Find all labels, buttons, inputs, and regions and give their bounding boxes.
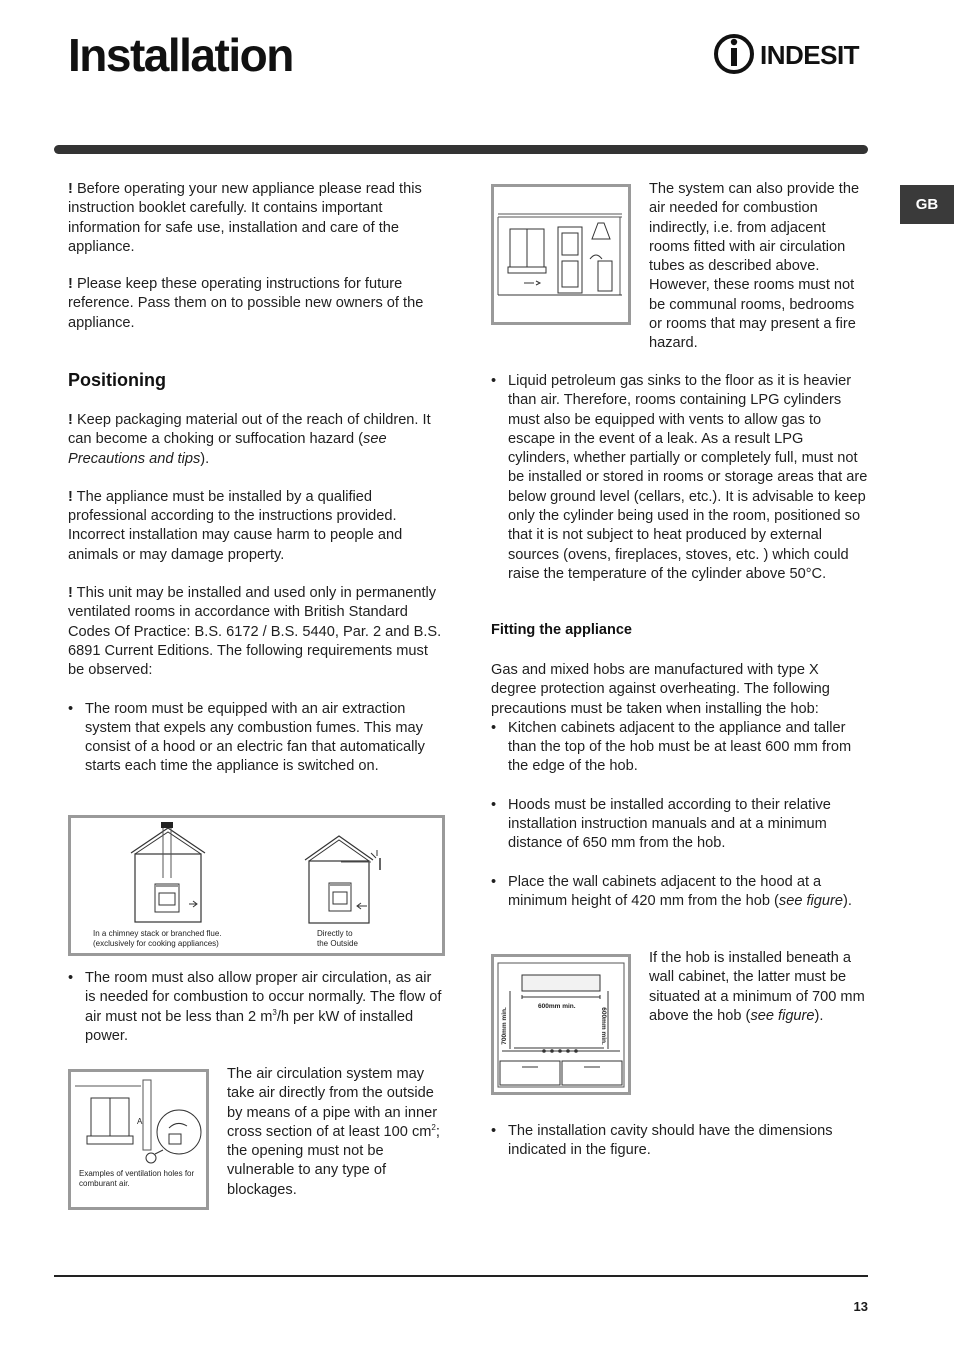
cabinet-dimensions-figure <box>491 954 631 1095</box>
bullet-extraction: • The room must be equipped with an air extraction system that expels any combustion fumes. This may consist of a hood or an electric fan that automatically starts each time the appliance is switched on. <box>68 700 425 775</box>
bullet-cavity: • The installation cavity should have the dimensions indicated in the figure. <box>491 1123 833 1159</box>
dimension-label-side: 600mm min. <box>599 1007 607 1045</box>
left-intro <box>68 180 443 333</box>
positioning-paragraph-1: ! Keep packaging material out of the reach of children. It can become a choking or suffocation hazard (see Precautions and tips). <box>68 412 431 467</box>
wall-cabinet-text <box>649 949 869 1026</box>
figure-caption-outside: Directly to the Outside <box>317 929 358 948</box>
intro-paragraph-2: ! Please keep these operating instructions for future reference. Pass them on to possible new owners of the appliance. <box>68 276 424 331</box>
figure-caption-holes: Examples of ventilation holes for comburant air. <box>79 1169 195 1188</box>
language-tab: GB <box>900 185 954 224</box>
air-circulation-bullet <box>68 969 445 1046</box>
page-title: Installation <box>68 29 293 81</box>
figure-label-a: A <box>137 1117 143 1126</box>
bullet-cabinets: • Kitchen cabinets adjacent to the appliance and taller than the top of the hob must be at least 600 mm from the edge of the hob. <box>491 719 852 775</box>
positioning-heading: Positioning <box>68 370 166 390</box>
dimension-label-width: 600mm min. <box>538 1003 576 1010</box>
cavity-section <box>491 1122 868 1161</box>
footer-rule <box>54 1275 868 1277</box>
lpg-section <box>491 372 868 584</box>
indesit-logo <box>714 32 870 76</box>
positioning-section <box>68 411 443 777</box>
positioning-paragraph-3: ! This unit may be installed and used only in permanently ventilated rooms in accordance with British Standard Codes Of Practice: B.S. 6172 / B.S. 5440, Par. 2 and B.S. 6891 Current Editions. The following requirements must be observed: <box>68 585 442 679</box>
fitting-section <box>491 661 868 911</box>
wall-cabinet-paragraph: If the hob is installed beneath a wall cabinet, the latter must be situated at a minimum of 700 mm above the hob (see figure). <box>649 950 865 1024</box>
figure-caption-chimney: In a chimney stack or branched flue. (exclusively for cooking appliances) <box>93 929 222 948</box>
dimension-label-height: 700mm min. <box>500 1007 508 1045</box>
page-number: 13 <box>853 1299 868 1314</box>
bullet-lpg: • Liquid petroleum gas sinks to the floor as it is heavier than air. Therefore, rooms containing LPG cylinders must also be equipped with vents to allow gas to escape in the event of a leak. As a result LPG cylinders, whether partially or completely full, must not be installed or stored in rooms or storage areas that are below ground level (cellars, etc.). It is advisable to keep only the cylinder being used in the room, positioned so that it is not subject to heat produced by external sources (ovens, fireplaces, stoves, etc. ) which could raise the temperature of the cylinder above 50°C. <box>491 373 868 582</box>
indirect-text <box>649 180 869 354</box>
bullet-wall-cabinets: • Place the wall cabinets adjacent to the hood at a minimum height of 420 mm from the hob (see figure). <box>491 873 852 909</box>
fitting-intro: Gas and mixed hobs are manufactured with type X degree protection against overheating. The following precautions must be taken when installing the hob: <box>491 662 830 717</box>
header-rule <box>54 145 868 154</box>
svg-text:INDESIT: INDESIT <box>760 40 860 70</box>
air-circulation-text <box>227 1065 445 1200</box>
ventilation-figure <box>68 815 445 956</box>
indirect-paragraph: The system can also provide the air needed for combustion indirectly, i.e. from adjacent rooms fitted with air circulation tubes as described above. However, these rooms must not be communal rooms, bedrooms or rooms that may present a fire hazard. <box>649 181 860 352</box>
indirect-ventilation-diagram <box>494 187 628 322</box>
positioning-paragraph-2: ! The appliance must be installed by a qualified professional according to the instructions provided. Incorrect installation may cause harm to people and animals or may damage property. <box>68 488 403 563</box>
ventilation-holes-figure <box>68 1069 209 1210</box>
intro-paragraph-1: ! Before operating your new appliance please read this instruction booklet carefully. It contains important information for safe use, installation and care of the appliance. <box>68 181 422 255</box>
air-circulation-paragraph: The air circulation system may take air directly from the outside by means of a pipe with an inner cross section of at least 100 $cm^2$; the opening must not be vulnerable to any type of blockages. <box>227 1066 440 1198</box>
indirect-ventilation-figure <box>491 184 631 325</box>
bullet-hoods: • Hoods must be installed according to their relative installation instruction manuals and at a minimum distance of 650 mm from the hob. <box>491 796 831 852</box>
fitting-heading: Fitting the appliance <box>491 622 632 638</box>
cabinet-dimensions-diagram <box>494 957 628 1092</box>
bullet-air-circulation: • The room must also allow proper air circulation, as air is needed for combustion to occur normally. The flow of air must not be less than 2 $m^3/h$ per kW of installed power. <box>68 970 442 1044</box>
